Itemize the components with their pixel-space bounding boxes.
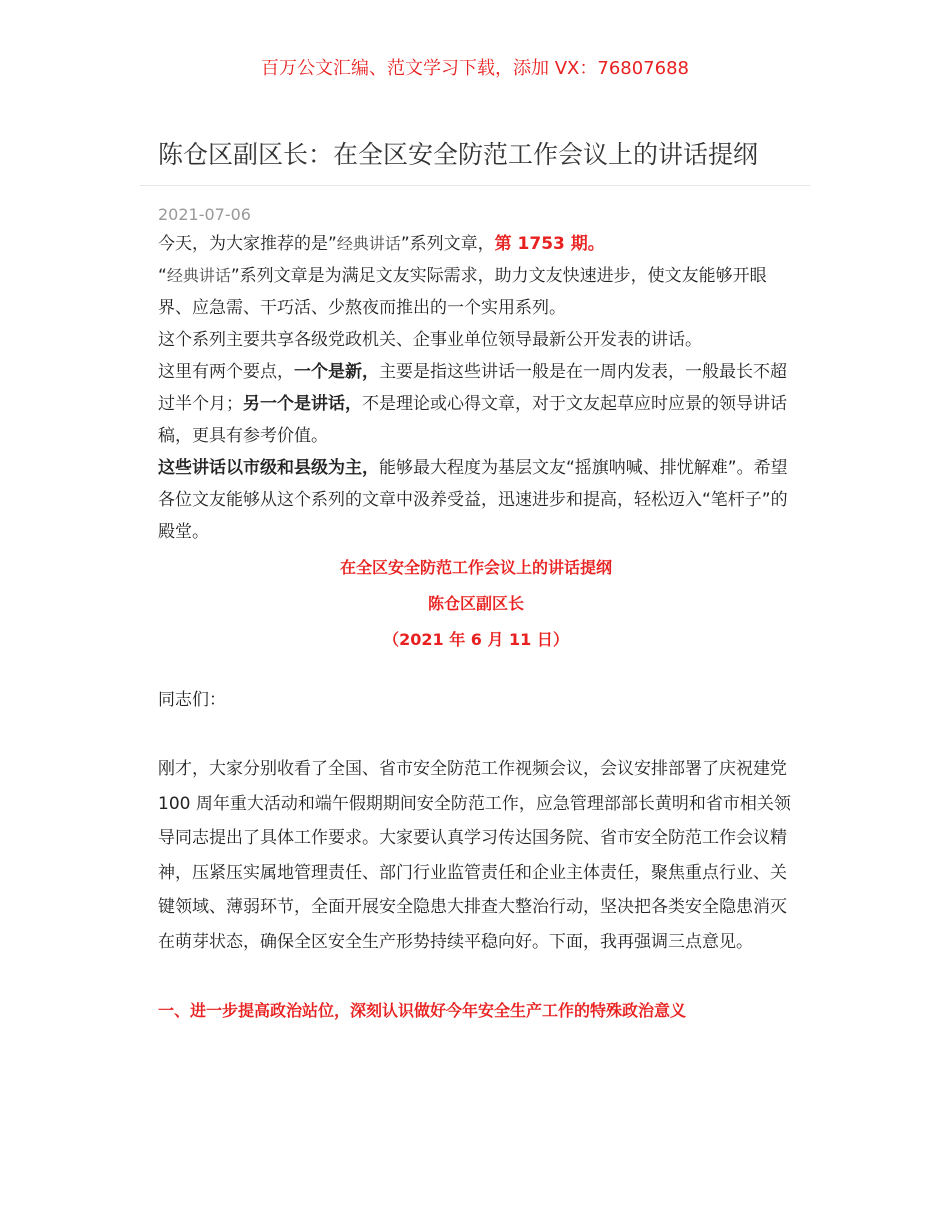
speech-body-paragraph: 刚才，大家分别收看了全国、省市安全防范工作视频会议，会议安排部署了庆祝建党 100 周年重大活动和端午假期期间安全防范工作，应急管理部部长黄明和省市相关领导同志提出了具体工作要求。大家要认真学习传达国务院、省市安全防范工作会议精神，压紧压实属地管理责任、部门行业监管责任和企业主体责任，聚焦重点行业、关键领域、薄弱环节，全面开展安全隐患大排查大整治行动，坚决把各类安全隐患消灭在萌芽状态，确保全区安全生产形势持续平稳向好。下面，我再强调三点意见。 — [158, 759, 791, 952]
section-heading-1: 一、进一步提高政治站位，深刻认识做好今年安全生产工作的特殊政治意义 — [158, 1001, 687, 1020]
salutation: 同志们： — [158, 690, 226, 710]
intro-paragraph-2: “经典讲话”系列文章是为满足文友实际需求，助力文友快速进步，使文友能够开眼界、应急需、干巧活、少熬夜而推出的一个实用系列。 — [158, 266, 767, 318]
intro-paragraph-5: 这些讲话以市级和县级为主，能够最大程度为基层文友“摇旗呐喊、排忧解难”。希望各位文友能够从这个系列的文章中汲养受益，迅速进步和提高，轻松迈入“笔杆子”的殿堂。 — [158, 458, 788, 542]
speech-speaker: 陈仓区副区长 — [427, 594, 524, 613]
intro-paragraph-1: 今天，为大家推荐的是”经典讲话”系列文章，第 1753 期。 — [158, 234, 605, 254]
intro-paragraph-3: 这个系列主要共享各级党政机关、企事业单位领导最新公开发表的讲话。 — [158, 330, 702, 350]
issue-number: 第 1753 期。 — [494, 234, 605, 254]
article-body — [158, 228, 794, 1027]
intro-paragraph-4: 这里有两个要点，一个是新，主要是指这些讲话一般是在一周内发表，一般最长不超过半个月；另一个是讲话，不是理论或心得文章，对于文友起草应时应景的领导讲话稿，更具有参考价值。 — [158, 362, 787, 446]
page-title: 陈仓区副区长：在全区安全防范工作会议上的讲话提纲 — [158, 140, 759, 169]
title-divider — [140, 185, 810, 186]
speech-date: （2021 年 6 月 11 日） — [383, 630, 569, 649]
series-name-2: 经典讲话 — [166, 266, 231, 285]
promo-banner: 百万公文汇编、范文学习下载，添加 VX：76807688 — [261, 58, 689, 79]
series-name: 经典讲话 — [336, 234, 401, 253]
speech-heading: 在全区安全防范工作会议上的讲话提纲 — [339, 558, 612, 577]
publish-date: 2021-07-06 — [158, 205, 251, 224]
